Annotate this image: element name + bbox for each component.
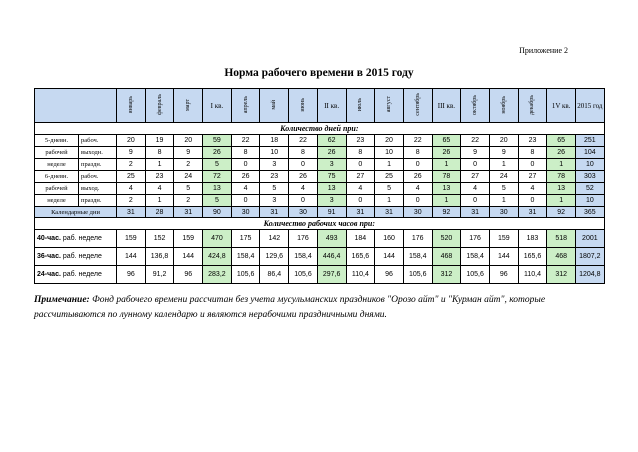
value-cell: 0 bbox=[403, 159, 432, 171]
value-cell: 144 bbox=[117, 248, 146, 266]
value-cell: 4 bbox=[518, 183, 547, 195]
header-label: август bbox=[386, 96, 393, 113]
header-label: сентябрь bbox=[414, 93, 421, 116]
group-label: неделе bbox=[35, 159, 79, 171]
value-cell: 1 bbox=[375, 159, 404, 171]
header-label: III кв. bbox=[437, 101, 455, 110]
value-cell: 27 bbox=[461, 171, 490, 183]
value-cell: 1 bbox=[489, 159, 518, 171]
value-cell: 78 bbox=[547, 171, 576, 183]
value-cell: 91 bbox=[317, 207, 346, 218]
value-cell: 10 bbox=[576, 159, 605, 171]
note-text: Фонд рабочего времени рассчитан без учета мусульманских праздников "Орозо айт" и "Курман айт", которые рассчитываются по лунному календарю и являются нерабочими праздничными днями. bbox=[34, 295, 546, 320]
hours-label-bold: 40-час. bbox=[37, 234, 61, 242]
value-cell: 26 bbox=[289, 171, 318, 183]
value-cell: 65 bbox=[432, 135, 461, 147]
value-cell: 3 bbox=[260, 159, 289, 171]
group-label: 5-дневн. bbox=[35, 135, 79, 147]
value-cell: 30 bbox=[403, 207, 432, 218]
value-cell: 144 bbox=[174, 248, 203, 266]
page-title: Норма рабочего времени в 2015 году bbox=[224, 67, 414, 79]
table-row bbox=[35, 266, 605, 284]
value-cell: 470 bbox=[203, 230, 232, 248]
header-label: 1V кв. bbox=[551, 101, 571, 110]
header-cell bbox=[403, 89, 432, 123]
value-cell: 110,4 bbox=[518, 266, 547, 284]
value-cell: 75 bbox=[317, 171, 346, 183]
value-cell: 0 bbox=[518, 159, 547, 171]
header-label: март bbox=[185, 98, 192, 111]
value-cell: 251 bbox=[576, 135, 605, 147]
table-row bbox=[35, 195, 605, 207]
value-cell: 10 bbox=[576, 195, 605, 207]
header-cell bbox=[547, 89, 576, 123]
value-cell: 91,2 bbox=[145, 266, 174, 284]
value-cell: 144 bbox=[489, 248, 518, 266]
value-cell: 104 bbox=[576, 147, 605, 159]
hours-label-bold: 24-час. bbox=[37, 270, 61, 278]
value-cell: 22 bbox=[289, 135, 318, 147]
value-cell: 5 bbox=[203, 195, 232, 207]
row-label: выход. bbox=[79, 183, 117, 195]
value-cell: 2001 bbox=[576, 230, 605, 248]
value-cell: 144 bbox=[375, 248, 404, 266]
header-label: I кв. bbox=[210, 101, 224, 110]
value-cell: 9 bbox=[489, 147, 518, 159]
table-row bbox=[35, 230, 605, 248]
value-cell: 0 bbox=[403, 195, 432, 207]
value-cell: 25 bbox=[117, 171, 146, 183]
header-label: декабрь bbox=[529, 94, 536, 115]
value-cell: 30 bbox=[289, 207, 318, 218]
row-label: праздн. bbox=[79, 195, 117, 207]
row-label: выходн. bbox=[79, 147, 117, 159]
value-cell: 365 bbox=[576, 207, 605, 218]
value-cell: 175 bbox=[231, 230, 260, 248]
value-cell: 28 bbox=[145, 207, 174, 218]
header-label: январь bbox=[127, 95, 134, 114]
value-cell: 20 bbox=[174, 135, 203, 147]
value-cell: 96 bbox=[375, 266, 404, 284]
value-cell: 160 bbox=[375, 230, 404, 248]
group-label: 6-дневн. bbox=[35, 171, 79, 183]
table-row bbox=[35, 248, 605, 266]
section-hours bbox=[35, 218, 605, 230]
value-cell: 0 bbox=[346, 159, 375, 171]
value-cell: 31 bbox=[174, 207, 203, 218]
value-cell: 4 bbox=[289, 183, 318, 195]
value-cell: 92 bbox=[547, 207, 576, 218]
header-label: июль bbox=[357, 97, 364, 112]
value-cell: 468 bbox=[432, 248, 461, 266]
value-cell: 136,8 bbox=[145, 248, 174, 266]
header-cell bbox=[346, 89, 375, 123]
value-cell: 165,6 bbox=[518, 248, 547, 266]
header-cell bbox=[432, 89, 461, 123]
table-row bbox=[35, 147, 605, 159]
value-cell: 493 bbox=[317, 230, 346, 248]
section-days bbox=[35, 123, 605, 135]
value-cell: 20 bbox=[117, 135, 146, 147]
value-cell: 23 bbox=[346, 135, 375, 147]
value-cell: 424,8 bbox=[203, 248, 232, 266]
value-cell: 0 bbox=[461, 195, 490, 207]
note bbox=[34, 293, 604, 323]
value-cell: 1204,8 bbox=[576, 266, 605, 284]
header-cell bbox=[145, 89, 174, 123]
hours-label-bold: 36-час. bbox=[37, 252, 61, 260]
value-cell: 520 bbox=[432, 230, 461, 248]
value-cell: 9 bbox=[461, 147, 490, 159]
header-label: апрель bbox=[242, 95, 249, 114]
value-cell: 23 bbox=[260, 171, 289, 183]
value-cell: 26 bbox=[317, 147, 346, 159]
value-cell: 31 bbox=[375, 207, 404, 218]
header-label: ноябрь bbox=[500, 95, 507, 114]
calendar-row bbox=[35, 207, 605, 218]
value-cell: 8 bbox=[346, 147, 375, 159]
hours-label-rest: раб. неделе bbox=[60, 234, 102, 242]
value-cell: 2 bbox=[174, 159, 203, 171]
header-cell bbox=[260, 89, 289, 123]
value-cell: 1807,2 bbox=[576, 248, 605, 266]
value-cell: 24 bbox=[174, 171, 203, 183]
value-cell: 8 bbox=[145, 147, 174, 159]
value-cell: 5 bbox=[260, 183, 289, 195]
value-cell: 4 bbox=[145, 183, 174, 195]
value-cell: 184 bbox=[346, 230, 375, 248]
value-cell: 159 bbox=[117, 230, 146, 248]
group-label: рабочей bbox=[35, 183, 79, 195]
header-cell bbox=[489, 89, 518, 123]
value-cell: 446,4 bbox=[317, 248, 346, 266]
value-cell: 152 bbox=[145, 230, 174, 248]
table-row bbox=[35, 159, 605, 171]
value-cell: 4 bbox=[403, 183, 432, 195]
value-cell: 65 bbox=[547, 135, 576, 147]
value-cell: 10 bbox=[260, 147, 289, 159]
value-cell: 25 bbox=[375, 171, 404, 183]
header-cell bbox=[576, 89, 605, 123]
value-cell: 92 bbox=[432, 207, 461, 218]
hours-label bbox=[35, 248, 117, 266]
value-cell: 129,6 bbox=[260, 248, 289, 266]
value-cell: 22 bbox=[461, 135, 490, 147]
value-cell: 31 bbox=[117, 207, 146, 218]
value-cell: 0 bbox=[518, 195, 547, 207]
value-cell: 26 bbox=[231, 171, 260, 183]
value-cell: 3 bbox=[260, 195, 289, 207]
header-cell bbox=[317, 89, 346, 123]
value-cell: 142 bbox=[260, 230, 289, 248]
header-cell bbox=[518, 89, 547, 123]
value-cell: 8 bbox=[403, 147, 432, 159]
value-cell: 105,6 bbox=[461, 266, 490, 284]
header-cell bbox=[461, 89, 490, 123]
value-cell: 26 bbox=[432, 147, 461, 159]
value-cell: 159 bbox=[489, 230, 518, 248]
value-cell: 23 bbox=[518, 135, 547, 147]
value-cell: 31 bbox=[461, 207, 490, 218]
value-cell: 5 bbox=[203, 159, 232, 171]
value-cell: 105,6 bbox=[231, 266, 260, 284]
value-cell: 3 bbox=[317, 159, 346, 171]
value-cell: 96 bbox=[174, 266, 203, 284]
table-row bbox=[35, 183, 605, 195]
hours-label bbox=[35, 266, 117, 284]
header-cell bbox=[203, 89, 232, 123]
value-cell: 1 bbox=[145, 195, 174, 207]
header-label: февраль bbox=[156, 94, 163, 115]
value-cell: 1 bbox=[547, 159, 576, 171]
value-cell: 165,6 bbox=[346, 248, 375, 266]
section-title: Количество рабочих часов при: bbox=[35, 218, 605, 230]
value-cell: 90 bbox=[203, 207, 232, 218]
header-cell bbox=[289, 89, 318, 123]
row-label: праздн. bbox=[79, 159, 117, 171]
value-cell: 30 bbox=[489, 207, 518, 218]
value-cell: 176 bbox=[403, 230, 432, 248]
value-cell: 5 bbox=[375, 183, 404, 195]
value-cell: 4 bbox=[231, 183, 260, 195]
value-cell: 2 bbox=[174, 195, 203, 207]
header-label: октябрь bbox=[472, 94, 479, 115]
value-cell: 0 bbox=[461, 159, 490, 171]
hours-label bbox=[35, 230, 117, 248]
value-cell: 18 bbox=[260, 135, 289, 147]
value-cell: 1 bbox=[547, 195, 576, 207]
value-cell: 105,6 bbox=[289, 266, 318, 284]
calendar-label: Календарные дни bbox=[35, 207, 117, 218]
table-row bbox=[35, 171, 605, 183]
value-cell: 283,2 bbox=[203, 266, 232, 284]
value-cell: 86,4 bbox=[260, 266, 289, 284]
table-row bbox=[35, 135, 605, 147]
value-cell: 312 bbox=[432, 266, 461, 284]
value-cell: 13 bbox=[432, 183, 461, 195]
value-cell: 26 bbox=[203, 147, 232, 159]
value-cell: 13 bbox=[547, 183, 576, 195]
header-row bbox=[35, 89, 605, 123]
group-label: неделе bbox=[35, 195, 79, 207]
value-cell: 23 bbox=[145, 171, 174, 183]
note-label: Примечание: bbox=[34, 295, 90, 305]
value-cell: 176 bbox=[461, 230, 490, 248]
value-cell: 0 bbox=[289, 195, 318, 207]
work-time-norm-table bbox=[34, 88, 605, 284]
value-cell: 303 bbox=[576, 171, 605, 183]
value-cell: 183 bbox=[518, 230, 547, 248]
value-cell: 5 bbox=[489, 183, 518, 195]
value-cell: 0 bbox=[231, 159, 260, 171]
value-cell: 24 bbox=[489, 171, 518, 183]
value-cell: 158,4 bbox=[289, 248, 318, 266]
hours-label-rest: раб. неделе bbox=[60, 270, 102, 278]
header-cell bbox=[231, 89, 260, 123]
header-label: май bbox=[271, 99, 278, 110]
value-cell: 2 bbox=[117, 195, 146, 207]
value-cell: 8 bbox=[289, 147, 318, 159]
value-cell: 22 bbox=[231, 135, 260, 147]
value-cell: 3 bbox=[317, 195, 346, 207]
header-corner bbox=[35, 89, 117, 123]
appendix-label: Приложение 2 bbox=[519, 46, 568, 55]
value-cell: 26 bbox=[547, 147, 576, 159]
value-cell: 2 bbox=[117, 159, 146, 171]
value-cell: 4 bbox=[117, 183, 146, 195]
value-cell: 8 bbox=[518, 147, 547, 159]
value-cell: 1 bbox=[432, 159, 461, 171]
value-cell: 4 bbox=[346, 183, 375, 195]
value-cell: 9 bbox=[117, 147, 146, 159]
hours-label-rest: раб. неделе bbox=[60, 252, 102, 260]
value-cell: 158,4 bbox=[231, 248, 260, 266]
value-cell: 1 bbox=[432, 195, 461, 207]
value-cell: 110,4 bbox=[346, 266, 375, 284]
value-cell: 26 bbox=[403, 171, 432, 183]
header-label: июнь bbox=[299, 97, 306, 112]
value-cell: 31 bbox=[260, 207, 289, 218]
value-cell: 27 bbox=[518, 171, 547, 183]
value-cell: 9 bbox=[174, 147, 203, 159]
value-cell: 78 bbox=[432, 171, 461, 183]
value-cell: 72 bbox=[203, 171, 232, 183]
value-cell: 0 bbox=[231, 195, 260, 207]
value-cell: 62 bbox=[317, 135, 346, 147]
value-cell: 105,6 bbox=[403, 266, 432, 284]
value-cell: 1 bbox=[145, 159, 174, 171]
value-cell: 8 bbox=[231, 147, 260, 159]
value-cell: 10 bbox=[375, 147, 404, 159]
header-cell bbox=[174, 89, 203, 123]
value-cell: 158,4 bbox=[403, 248, 432, 266]
value-cell: 312 bbox=[547, 266, 576, 284]
value-cell: 0 bbox=[289, 159, 318, 171]
value-cell: 13 bbox=[203, 183, 232, 195]
value-cell: 13 bbox=[317, 183, 346, 195]
header-cell bbox=[117, 89, 146, 123]
row-label: рабоч. bbox=[79, 135, 117, 147]
value-cell: 96 bbox=[117, 266, 146, 284]
value-cell: 20 bbox=[489, 135, 518, 147]
value-cell: 297,6 bbox=[317, 266, 346, 284]
value-cell: 518 bbox=[547, 230, 576, 248]
value-cell: 0 bbox=[346, 195, 375, 207]
value-cell: 159 bbox=[174, 230, 203, 248]
value-cell: 19 bbox=[145, 135, 174, 147]
value-cell: 22 bbox=[403, 135, 432, 147]
value-cell: 52 bbox=[576, 183, 605, 195]
value-cell: 30 bbox=[231, 207, 260, 218]
value-cell: 5 bbox=[174, 183, 203, 195]
value-cell: 31 bbox=[346, 207, 375, 218]
value-cell: 4 bbox=[461, 183, 490, 195]
section-title: Количество дней при: bbox=[35, 123, 605, 135]
value-cell: 31 bbox=[518, 207, 547, 218]
header-cell bbox=[375, 89, 404, 123]
value-cell: 1 bbox=[375, 195, 404, 207]
value-cell: 96 bbox=[489, 266, 518, 284]
value-cell: 176 bbox=[289, 230, 318, 248]
value-cell: 1 bbox=[489, 195, 518, 207]
value-cell: 468 bbox=[547, 248, 576, 266]
value-cell: 158,4 bbox=[461, 248, 490, 266]
value-cell: 59 bbox=[203, 135, 232, 147]
group-label: рабочей bbox=[35, 147, 79, 159]
header-label: 2015 год bbox=[577, 101, 603, 110]
value-cell: 20 bbox=[375, 135, 404, 147]
value-cell: 27 bbox=[346, 171, 375, 183]
row-label: рабоч. bbox=[79, 171, 117, 183]
header-label: II кв. bbox=[324, 101, 340, 110]
